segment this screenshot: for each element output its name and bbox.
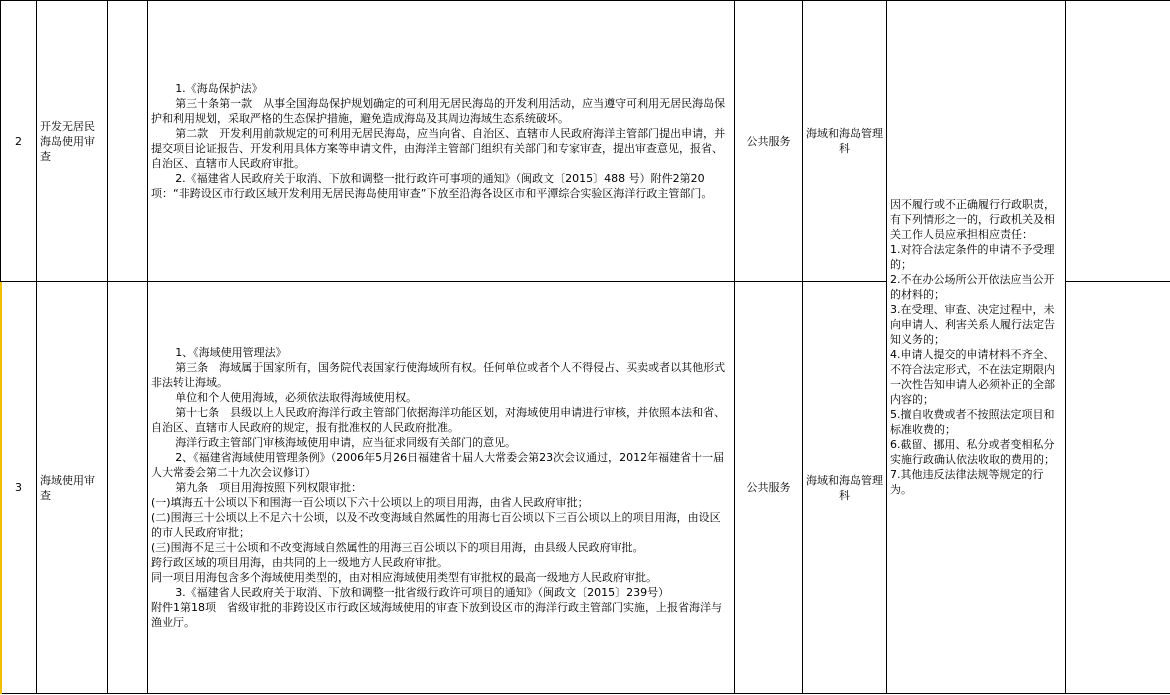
basis-paragraph: 单位和个人使用海域，必须依法取得海域使用权。 [175, 391, 418, 404]
basis-paragraph: 2、《福建省海域使用管理条例》（2006年5月26日福建省十届人大常委会第23次会议通过，2012年福建省十一届人大常委会第二十九次会议修订） [151, 451, 725, 479]
responsibility-line: 6.截留、挪用、私分或者变相私分实施行政确认依法收取的费用的； [890, 438, 1055, 466]
item-name-cell[interactable]: 开发无居民海岛使用审查 [37, 1, 108, 282]
item-name-cell[interactable]: 海域使用审查 [37, 282, 108, 694]
legal-basis-cell[interactable] [148, 1, 735, 282]
basis-paragraph: (三)围海不足三十公顷和不改变海域自然属性的用海三百公顷以下的项目用海，由县级人民政府审批。 [151, 541, 644, 554]
empty-cell[interactable] [108, 1, 148, 282]
department-cell[interactable]: 海域和海岛管理科 [803, 282, 887, 694]
table-row [1, 1, 1170, 282]
responsibility-line: 4.申请人提交的申请材料不齐全、不符合法定形式，不在法定期限内一次性告知申请人必须补正的全部内容的； [890, 348, 1055, 406]
basis-paragraph: 1.《海岛保护法》 [175, 82, 263, 95]
basis-paragraph: 第九条 项目用海按照下列权限审批： [175, 481, 363, 494]
basis-paragraph: 1、《海域使用管理法》 [175, 346, 287, 359]
responsibility-line: 因不履行或不正确履行行政职责，有下列情形之一的，行政机关及相关工作人员应承担相应责任： [890, 198, 1055, 241]
basis-paragraph: (一)填海五十公顷以下和围海一百公顷以下六十公顷以上的项目用海，由省人民政府审批； [151, 496, 589, 509]
responsibility-cell[interactable] [887, 1, 1066, 694]
basis-paragraph: 跨行政区域的项目用海，由共同的上一级地方人民政府审批。 [151, 556, 448, 569]
basis-paragraph: 第二款 开发利用前款规定的可利用无居民海岛，应当向省、自治区、直辖市人民政府海洋主管部门提出申请，并提交项目论证报告、开发利用具体方案等申请文件，由海洋主管部门组织有关部门和专家审查，提出审查意见，报省、自治区、直辖市人民政府审批。 [151, 127, 726, 170]
service-type-cell[interactable]: 公共服务 [735, 282, 803, 694]
empty-cell[interactable] [108, 282, 148, 694]
responsibility-line: 7.其他违反法律法规等规定的行为。 [890, 468, 1044, 496]
basis-paragraph: 海洋行政主管部门审核海域使用申请，应当征求同级有关部门的意见。 [175, 436, 517, 449]
basis-paragraph: 同一项目用海包含多个海域使用类型的，由对相应海域使用类型有审批权的最高一级地方人民政府审批。 [151, 571, 657, 584]
basis-paragraph: 2.《福建省人民政府关于取消、下放和调整一批行政许可事项的通知》（闽政文〔2015〕488 号）附件2第20项：“非跨设区市行政区域开发利用无居民海岛使用审查”下放至沿海各设区市和平潭综合实验区海洋行政主管部门。 [151, 172, 713, 200]
row-number-cell[interactable]: 3 [1, 282, 37, 694]
department-cell[interactable]: 海域和海岛管理科 [803, 1, 887, 282]
empty-cell[interactable] [1066, 1, 1170, 282]
responsibility-line: 1.对符合法定条件的申请不予受理的； [890, 243, 1055, 271]
basis-paragraph: 附件1第18项 省级审批的非跨设区市行政区域海域使用的审查下放到设区市的海洋行政主管部门实施，上报省海洋与渔业厅。 [151, 601, 722, 629]
responsibility-line: 2.不在办公场所公开依法应当公开的材料的； [890, 273, 1055, 301]
row-selection-marker [0, 282, 2, 694]
row-number-cell[interactable]: 2 [1, 1, 37, 282]
basis-paragraph: (二)围海三十公顷以上不足六十公顷，以及不改变海域自然属性的用海七百公顷以下三百公顷以上的项目用海，由设区的市人民政府审批； [151, 511, 721, 539]
responsibility-line: 3.在受理、审查、决定过程中，未向申请人、利害关系人履行法定告知义务的； [890, 303, 1055, 346]
responsibility-line: 5.擅自收费或者不按照法定项目和标准收费的； [890, 408, 1055, 436]
service-type-cell[interactable]: 公共服务 [735, 1, 803, 282]
empty-cell[interactable] [1066, 282, 1170, 694]
legal-basis-cell[interactable] [148, 282, 735, 694]
basis-paragraph: 3.《福建省人民政府关于取消、下放和调整一批省级行政许可项目的通知》（闽政文〔2015〕239号） [175, 586, 670, 599]
basis-paragraph: 第三条 海域属于国家所有，国务院代表国家行使海域所有权。任何单位或者个人不得侵占、买卖或者以其他形式非法转让海域。 [151, 361, 726, 389]
basis-paragraph: 第三十条第一款 从事全国海岛保护规划确定的可利用无居民海岛的开发利用活动，应当遵守可利用无居民海岛保护和利用规划，采取严格的生态保护措施，避免造成海岛及其周边海域生态系统破坏。 [151, 97, 726, 125]
basis-paragraph: 第十七条 县级以上人民政府海洋行政主管部门依据海洋功能区划，对海域使用申请进行审核，并依照本法和省、自治区、直辖市人民政府的规定，报有批准权的人民政府批准。 [151, 406, 726, 434]
